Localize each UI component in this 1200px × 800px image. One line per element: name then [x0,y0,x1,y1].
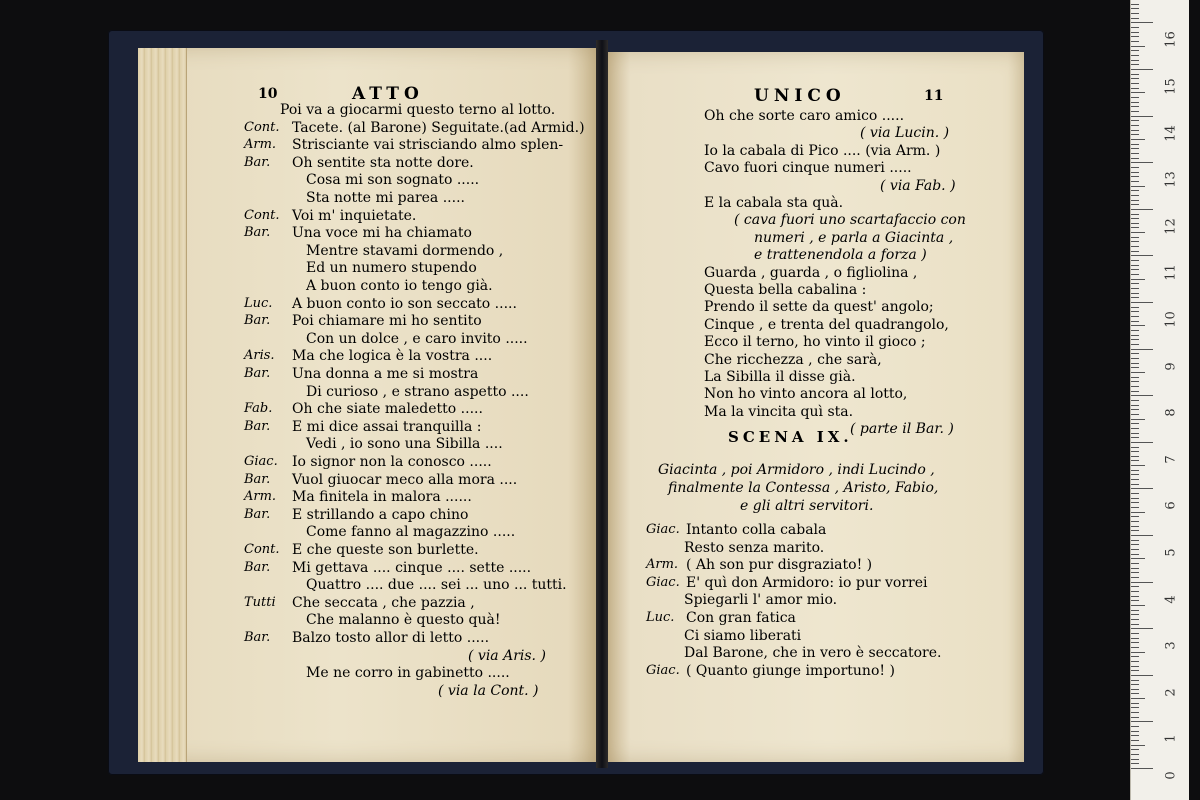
ruler-tick [1131,442,1153,443]
ruler-tick [1131,707,1139,708]
ruler-tick [1131,386,1139,387]
verse-line: Ci siamo liberati [684,627,802,644]
ruler-tick [1131,619,1139,620]
ruler-tick [1131,204,1139,205]
ruler-tick [1131,274,1139,275]
ruler-number: 0 [1163,771,1179,780]
verse-line: Resto senza marito. [684,539,825,556]
ruler-number: 3 [1163,641,1179,650]
ruler-tick [1131,414,1139,415]
left-folio: 10 [258,86,278,102]
ruler-tick [1131,666,1139,667]
ruler-tick [1131,409,1139,410]
ruler-tick [1131,493,1139,494]
verse-line: ( via Aris. ) [468,647,546,664]
scene-heading: SCENA IX. [728,428,853,446]
ruler-tick [1131,209,1153,210]
speaker-label: Bar. [244,471,271,487]
ruler-tick [1131,88,1139,89]
verse-line: Ecco il terno, ho vinto il gioco ; [704,334,926,351]
ruler-tick [1131,712,1139,713]
ruler-tick [1131,554,1139,555]
ruler-tick [1131,763,1139,764]
verse-line: e trattenendola a forza ) [754,247,927,264]
ruler-tick [1131,377,1139,378]
ruler-tick [1131,139,1145,140]
ruler-tick [1131,64,1139,65]
verse-line: A buon conto io tengo già. [306,278,493,294]
ruler-tick [1131,661,1139,662]
ruler-tick [1131,330,1139,331]
ruler-tick [1131,260,1139,261]
ruler-tick [1131,265,1139,266]
ruler-tick [1131,367,1139,368]
ruler-tick [1131,46,1145,47]
ruler-number: 16 [1163,31,1179,49]
ruler-tick [1131,27,1139,28]
ruler-tick [1131,610,1139,611]
verse-line: E mi dice assai tranquilla : [292,418,482,435]
verse-line: Spiegarli l' amor mio. [684,592,838,609]
verse-line: Poi va a giocarmi questo terno al lotto. [280,102,556,118]
left-running-head: ATTO [352,84,424,104]
ruler-tick [1131,456,1139,457]
ruler-tick [1131,8,1139,9]
ruler-tick [1131,749,1139,750]
ruler-tick [1131,144,1139,145]
ruler-tick [1131,577,1139,578]
ruler-tick [1131,381,1139,382]
ruler-tick [1131,488,1153,489]
ruler-tick [1131,190,1139,191]
ruler-tick [1131,232,1145,233]
ruler-tick [1131,279,1145,280]
speaker-label: Bar. [244,559,271,575]
ruler-tick [1131,633,1139,634]
ruler-tick [1131,474,1139,475]
verse-line: Vuol giuocar meco alla mora .... [292,471,518,488]
ruler-tick [1131,316,1139,317]
ruler-tick [1131,512,1145,513]
verse-line: Come fanno al magazzino ..... [306,524,516,541]
ruler-tick [1131,591,1139,592]
verse-line: Quattro .... due .... sei ... uno ... tutti. [306,577,567,594]
book-gutter [596,40,608,768]
ruler-tick [1131,540,1139,541]
ruler-tick [1131,484,1139,485]
ruler-tick [1131,60,1139,61]
ruler-tick [1131,106,1139,107]
ruler-tick [1131,768,1153,769]
ruler-tick [1131,479,1139,480]
cast-line: Giacinta , poi Armidoro , indi Lucindo , [658,462,935,478]
ruler-tick [1131,586,1139,587]
verse-line: Balzo tosto allor di letto ..... [292,630,490,646]
verse-line: Che malanno è questo quà! [306,612,501,629]
ruler-tick [1131,703,1139,704]
verse-line: ( Ah son pur disgraziato! ) [686,557,873,574]
ruler-tick [1131,158,1139,159]
ruler-tick [1131,4,1139,5]
verse-line: Strisciante vai strisciando almo splen- [292,137,564,154]
ruler-tick [1131,311,1139,312]
speaker-label: Bar. [244,418,271,434]
speaker-label: Bar. [244,366,271,381]
ruler-number: 1 [1163,734,1179,744]
speaker-label: Arm. [646,557,679,573]
ruler-tick [1131,502,1139,503]
verse-line: ( Quanto giunge importuno! ) [686,662,895,679]
ruler-tick [1131,759,1139,760]
verse-line: E che queste son burlette. [292,542,479,558]
ruler-tick [1131,656,1139,657]
ruler-tick [1131,614,1139,615]
ruler-tick [1131,363,1139,364]
ruler-tick [1131,255,1153,256]
ruler-tick [1131,223,1139,224]
ruler-tick [1131,283,1139,284]
ruler-tick [1131,321,1139,322]
speaker-label: Arm. [244,489,277,505]
ruler-tick [1131,134,1139,135]
ruler-tick [1131,181,1139,182]
ruler-tick [1131,572,1139,573]
ruler-tick [1131,22,1153,23]
ruler-tick [1131,176,1139,177]
verse-line: Mentre stavami dormendo , [306,242,504,259]
ruler-tick [1131,102,1139,103]
verse-line: ( parte il Bar. ) [850,421,954,438]
ruler-tick [1131,246,1139,247]
verse-line: Vedi , io sono una Sibilla .... [306,436,503,453]
ruler-tick [1131,162,1153,163]
ruler-tick [1131,530,1139,531]
verse-line: Sta notte mi parea ..... [306,190,465,206]
verse-line: Intanto colla cabala [686,522,827,538]
ruler-tick [1131,535,1153,536]
speaker-label: Giac. [646,662,680,678]
ruler-tick [1131,116,1153,117]
ruler-number: 8 [1163,408,1179,417]
speaker-label: Cont. [244,542,280,557]
ruler-tick [1131,391,1139,392]
ruler-number: 5 [1163,548,1179,557]
ruler-tick [1131,549,1139,550]
ruler-tick [1131,172,1139,173]
speaker-label: Giac. [646,522,680,537]
ruler-tick [1131,605,1145,606]
ruler-tick [1131,195,1139,196]
verse-line: Ma finitela in malora ...... [292,489,472,506]
ruler-tick [1131,521,1139,522]
ruler-tick [1131,344,1139,345]
verse-line: Me ne corro in gabinetto ..... [306,665,510,682]
ruler-tick [1131,568,1139,569]
ruler-tick [1131,395,1153,396]
ruler-number: 7 [1163,455,1179,464]
ruler-tick [1131,507,1139,508]
verse-line: Cosa mi son sognato ..... [306,172,480,189]
speaker-label: Arm. [244,137,277,153]
ruler-tick [1131,526,1139,527]
ruler-number: 15 [1163,78,1179,95]
ruler-tick [1131,74,1139,75]
ruler-tick [1131,470,1139,471]
verse-line: Che seccata , che pazzia , [292,594,475,611]
verse-line: Mi gettava .... cinque .... sette ..... [292,559,532,576]
verse-line: Oh che sorte caro amico ..... [704,108,905,124]
ruler-tick [1131,83,1139,84]
ruler-tick [1131,227,1139,228]
verse-line: Ma che logica è la vostra .... [292,348,493,365]
verse-line: Cavo fuori cinque numeri ..... [704,160,912,177]
ruler-tick [1131,465,1145,466]
verse-line: E' quì don Armidoro: io pur vorrei [686,574,928,591]
ruler-tick [1131,120,1139,121]
ruler-tick [1131,460,1139,461]
verse-line: Una donna a me si mostra [292,366,479,382]
ruler-tick [1131,680,1139,681]
ruler-tick [1131,689,1139,690]
ruler-tick [1131,36,1139,37]
verse-line: Guarda , guarda , o figliolina , [704,264,918,281]
speaker-label: Cont. [244,207,280,223]
ruler-tick [1131,428,1139,429]
verse-line: ( via la Cont. ) [438,682,539,699]
verse-line: Una voce mi ha chiamato [292,225,472,242]
ruler-number: 11 [1163,264,1179,282]
right-folio: 11 [924,88,944,104]
speaker-label: Luc. [646,610,675,625]
ruler-number: 10 [1163,311,1179,328]
speaker-label: Tutti [244,594,276,610]
speaker-label: Bar. [244,630,271,645]
verse-line: Ed un numero stupendo [306,260,477,277]
ruler-tick [1131,400,1139,401]
verse-line: E la cabala sta quà. [704,195,844,211]
speaker-label: Bar. [244,313,271,329]
ruler-tick [1131,405,1139,406]
speaker-label: Giac. [646,574,680,590]
verse-line: Con gran fatica [686,610,796,626]
ruler-tick [1131,55,1139,56]
ruler-tick [1131,97,1139,98]
ruler-tick [1131,241,1139,242]
ruler-tick [1131,13,1139,14]
verse-line: Io la cabala di Pico .... (via Arm. ) [704,142,941,159]
page-edges [138,48,187,762]
ruler-tick [1131,153,1139,154]
ruler-tick [1131,638,1139,639]
ruler-tick [1131,731,1139,732]
ruler-tick [1131,251,1139,252]
speaker-label: Bar. [244,154,271,170]
ruler-tick [1131,358,1139,359]
ruler-tick [1131,302,1153,303]
ruler-tick [1131,339,1139,340]
ruler-tick [1131,41,1139,42]
ruler-tick [1131,516,1139,517]
ruler-tick [1131,717,1139,718]
verse-line: Io signor non la conosco ..... [292,454,492,470]
ruler-tick [1131,721,1153,722]
ruler-tick [1131,167,1139,168]
ruler-tick [1131,293,1139,294]
ruler-tick [1131,186,1145,187]
verse-line: ( via Lucin. ) [860,125,950,142]
verse-line: Oh che siate maledetto ..... [292,401,483,418]
measurement-ruler [1130,0,1189,800]
ruler-tick [1131,558,1145,559]
ruler-tick [1131,740,1139,741]
ruler-tick [1131,670,1139,671]
speaker-label: Bar. [244,225,271,241]
ruler-tick [1131,498,1139,499]
ruler-tick [1131,32,1139,33]
ruler-tick [1131,50,1139,51]
ruler-tick [1131,433,1139,434]
ruler-tick [1131,335,1139,336]
cast-line: e gli altri servitori. [740,498,874,514]
ruler-tick [1131,111,1139,112]
verse-line: Con un dolce , e caro invito ..... [306,330,528,347]
verse-line: Questa bella cabalina : [704,282,867,298]
ruler-tick [1131,200,1139,201]
ruler-tick [1131,325,1145,326]
verse-line: Dal Barone, che in vero è seccatore. [684,645,942,662]
ruler-tick [1131,693,1139,694]
verse-line: Voi m' inquietate. [292,207,417,224]
ruler-tick [1131,582,1153,583]
ruler-tick [1131,218,1139,219]
ruler-tick [1131,544,1139,545]
ruler-tick [1131,130,1139,131]
ruler-tick [1131,69,1153,70]
ruler-tick [1131,628,1153,629]
ruler-tick [1131,148,1139,149]
ruler-tick [1131,419,1145,420]
verse-line: Ma la vincita quì sta. [704,403,854,420]
verse-line: ( via Fab. ) [880,177,956,194]
ruler-tick [1131,437,1139,438]
ruler-tick [1131,269,1139,270]
speaker-label: Giac. [244,454,278,469]
verse-line: La Sibilla il disse già. [704,369,856,385]
verse-line: E strillando a capo chino [292,506,469,523]
verse-line: Poi chiamare mi ho sentito [292,313,482,330]
verse-line: Prendo il sette da quest' angolo; [704,299,934,316]
speaker-label: Cont. [244,119,280,135]
ruler-tick [1131,307,1139,308]
ruler-tick [1131,726,1139,727]
ruler-tick [1131,214,1139,215]
ruler-tick [1131,684,1139,685]
ruler-tick [1131,451,1139,452]
ruler-number: 2 [1163,688,1179,697]
ruler-tick [1131,642,1139,643]
ruler-tick [1131,652,1145,653]
ruler-number: 13 [1163,171,1179,188]
verse-line: numeri , e parla a Giacinta , [754,229,954,246]
verse-line: A buon conto io son seccato ..... [292,295,517,312]
ruler-tick [1131,447,1139,448]
verse-line: Di curioso , e strano aspetto .... [306,383,529,400]
verse-line: Oh sentite sta notte dore. [292,154,474,171]
ruler-tick [1131,125,1139,126]
ruler-tick [1131,423,1139,424]
ruler-tick [1131,675,1153,676]
ruler-tick [1131,698,1145,699]
ruler-tick [1131,353,1139,354]
ruler-tick [1131,372,1145,373]
verse-line: Non ho vinto ancora al lotto, [704,386,908,403]
ruler-tick [1131,18,1139,19]
ruler-tick [1131,624,1139,625]
ruler-tick [1131,349,1153,350]
ruler-tick [1131,563,1139,564]
verse-line: ( cava fuori uno scartafaccio con [734,212,966,229]
ruler-number: 14 [1163,124,1179,142]
ruler-tick [1131,237,1139,238]
ruler-number: 9 [1163,361,1179,371]
right-running-head: UNICO [754,86,846,106]
ruler-tick [1131,78,1139,79]
ruler-tick [1131,297,1139,298]
ruler-tick [1131,647,1139,648]
speaker-label: Luc. [244,295,273,311]
verse-line: Cinque , e trenta del quadrangolo, [704,316,949,333]
ruler-tick [1131,92,1145,93]
ruler-tick [1131,735,1139,736]
ruler-number: 6 [1163,501,1179,511]
speaker-label: Fab. [244,401,273,417]
ruler-tick [1131,600,1139,601]
ruler-tick [1131,288,1139,289]
verse-line: Tacete. (al Barone) Seguitate.(ad Armid.) [292,119,585,136]
ruler-number: 4 [1163,594,1179,604]
ruler-tick [1131,745,1145,746]
cast-line: finalmente la Contessa , Aristo, Fabio, [668,480,939,496]
speaker-label: Bar. [244,506,271,522]
speaker-label: Aris. [244,348,275,364]
ruler-number: 12 [1163,218,1179,235]
ruler-tick [1131,596,1139,597]
ruler-tick [1131,754,1139,755]
verse-line: Che ricchezza , che sarà, [704,351,882,368]
